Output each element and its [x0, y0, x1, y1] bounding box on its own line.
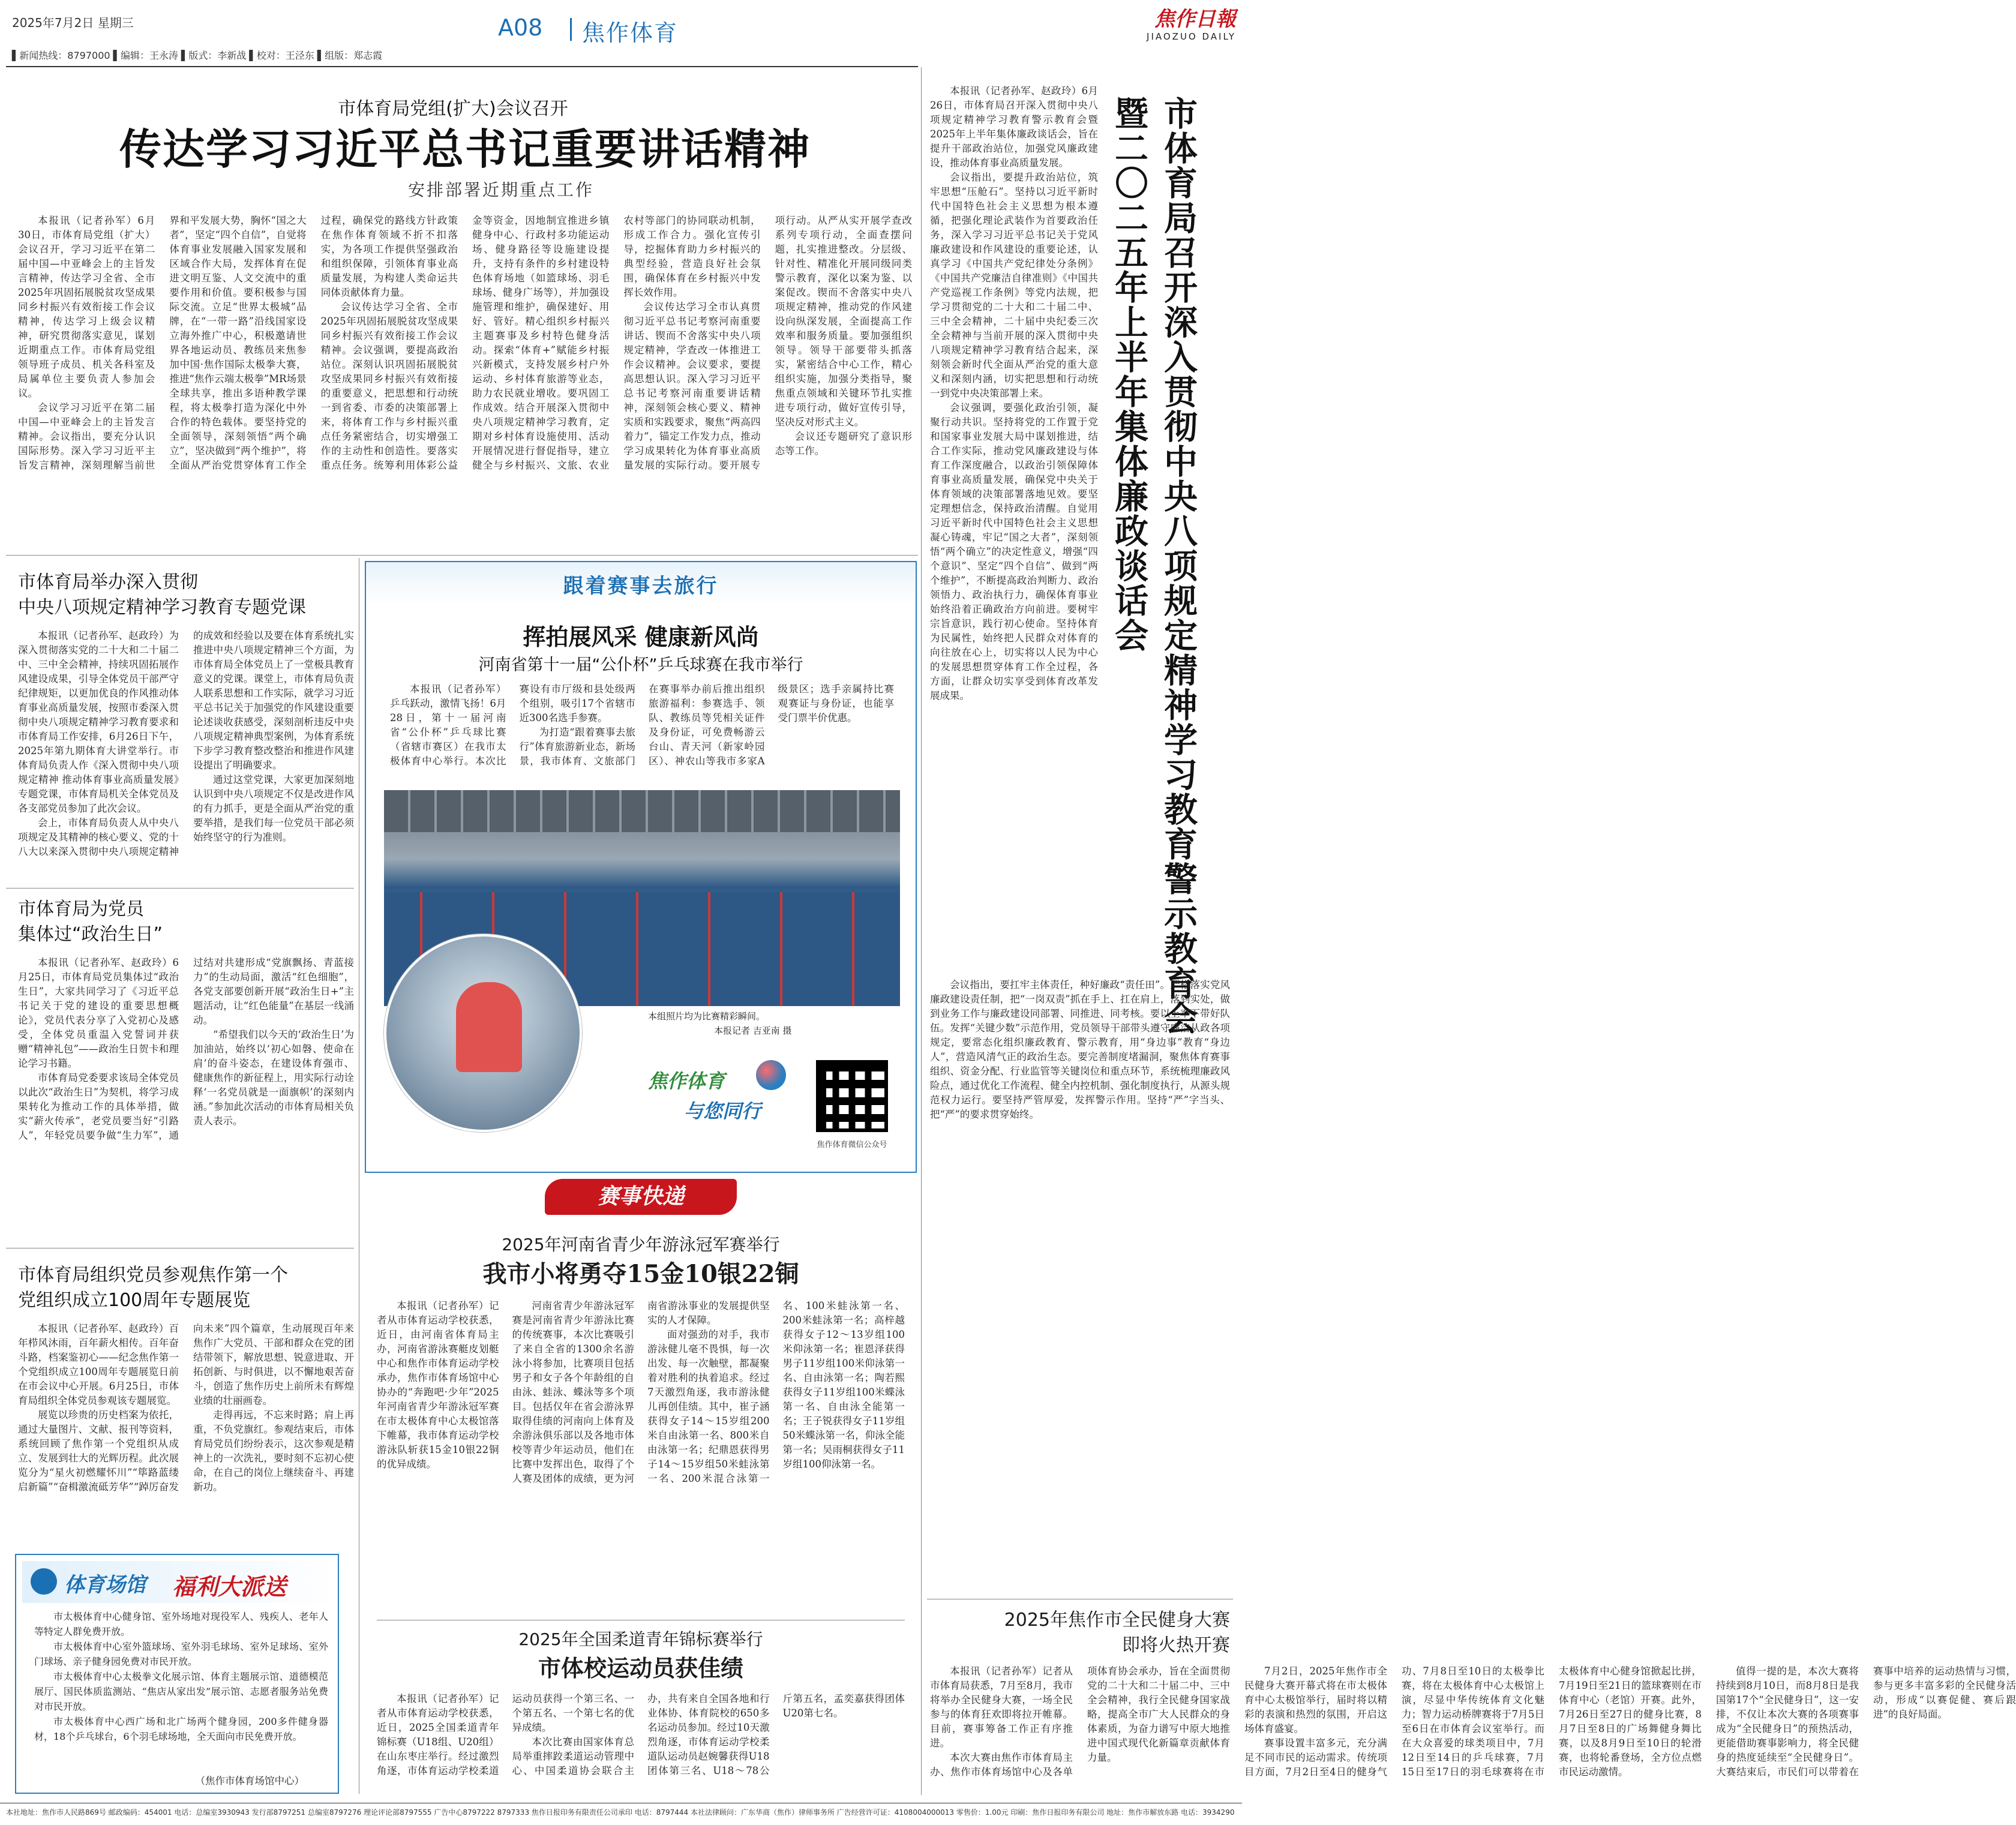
quick-story2-para-1: 本报讯（记者孙军）记者从市体育运动学校获悉，近日，2025全国柔道青年锦标赛（U18组、U20组）在山东枣庄举行。经过激烈角逐，市体育运动学校柔道运动员获得一个第三名、一个第五名、一个第七名的优异成绩。 — [377, 1693, 634, 1776]
page-footer: 本社地址：焦作市人民路869号 邮政编码：454001 电话：总编室3930943 发行部8797251 总编室8797276 理论评论部8797555 广告中心8797222 8797333 焦作日报印务有限责任公司承印 电话：8797444 本社法律顾问：广东华商（焦作）律师事务所 广告经营许可证：4108004000013 零售价：1.00元 印刷：焦作日报印务有限公司 地址：焦作市解放东路 电话：3934290 — [6, 1808, 1235, 1817]
travel-banner — [366, 562, 916, 604]
zhuanti-para-3: 通过这堂党课，大家更加深刻地认识到中央八项规定不仅是改进作风的有力抓手，更是全面从严治党的重要举措，是我们每一位党员干部必须始终坚守的行为准则。 — [193, 774, 354, 843]
travel-banner-text: 跟着赛事去旅行 — [563, 574, 719, 598]
promo-line-1: 焦作体育 — [648, 1070, 725, 1092]
photo-credit: 本报记者 吉亚南 摄 — [714, 1025, 792, 1036]
right-para-4: 会议指出，要扛牢主体责任，种好廉政“责任田”。严格落实党风廉政建设责任制，把“一岗双责”抓在手上、扛在肩上，落到实处，做到业务工作与廉政建设同部署、同推进、同考核。要以上率下带好队伍。发挥“关键少数”示范作用，党员领导干部带头遵守廉洁从政各项规定，要常态化组织廉政教育、警示教育，用“身边事”教育“身边人”，营造风清气正的政治生态。要完善制度堵漏洞，聚焦体育赛事组织、资金分配、行业监管等关键岗位和重点环节，系统梳理廉政风险点，通过优化工作流程、健全内控机制、强化制度执行，从源头规范权力运行。要坚持严管厚爱，发挥警示作用。坚持“严”字当头、把“严”的要求贯穿始终。 — [930, 979, 1230, 1120]
fitness-para-1: 本报讯（记者孙军）记者从市体育局获悉，7月至8月，我市将举办全民健身大赛，一场全民参与的体育狂欢即将拉开帷幕。目前，赛事筹备工作正有序推进。 — [930, 1665, 1073, 1749]
travel-body — [390, 682, 894, 790]
venue-welfare-box — [15, 1554, 339, 1794]
player-figure — [456, 982, 522, 1072]
lead-subtitle: 安排部署近期重点工作 — [407, 180, 594, 200]
lead-para-4: 会议传达学习全市认真贯彻习近平总书记考察河南重要讲话、锲而不舍落实中央八项规定精神，学查改一体推进工作会议精神。会议要求，要提高思想认识。深入学习习近平总书记考察河南重要讲话精神，深刻领会核心要义、精神实质和实践要求，聚焦“两高四着力”，锚定工作发力点，推动学习成果转化为体育事业高质量发展的实际行动。要开展专项行动。从严从实开展学查改系列专项行动，全面查摆问题，扎实推进整改。分层级、针对性、精准化开展同级同类警示教育，深化以案为鉴、以案促改。锲而不舍落实中央八项规定精神，推动党的作风建设向纵深发展，全面提高工作效率和服务质量。要加强组织领导。领导干部要带头抓落实，紧密结合中心工作，精心组织实施，加强分类指导，聚焦重点领域和关键环节扎实推进专项行动，做好宣传引导，坚决反对形式主义。 — [623, 215, 912, 471]
shengri-body — [18, 956, 354, 1238]
quick-story1-para-3: 面对强劲的对手，我市游泳健儿毫不畏惧，每一次出发、每一次触壁，都凝聚着对胜利的执着追求。经过7天激烈角逐，我市游泳健儿再创佳绩。其中，崔子涵获得女子14～15岁组200米自由泳第一名、800米自由泳第一名；纪鼎恩获得男子14～15岁组50米蛙泳第一名、200米混合泳第一名、100米蛙泳第一名、200米蛙泳第一名；高梓越获得女子12～13岁组100米仰泳第一名；崔恩泽获得男子11岁组100米仰泳第一名、自由泳第一名；陶若熙获得女子11岁组100米蝶泳第一名、自由泳全能第一名；王子锐获得女子11岁组50米蝶泳第一名，仰泳全能第一名；吴雨桐获得女子11岁组100仰泳第一名。 — [647, 1300, 905, 1484]
staff-line: ▌新闻热线：8797000 ▌编辑：王永涛 ▌版式：李新战 ▌校对：王泾东 ▌组版：郑志霞 — [12, 50, 383, 61]
story-zhuanti — [18, 570, 354, 882]
fitness-para-3: 7月2日，2025年焦作市全民健身大赛开幕式将在市太极体育中心太极馆举行，届时将以精彩的表演和热烈的氛围，开启这场体育盛宴。 — [1244, 1665, 1387, 1734]
fitness-story — [930, 1608, 2016, 1800]
right-para-1: 本报讯（记者孙军、赵政玲）6月26日，市体育局召开深入贯彻中央八项规定精神学习教育警示教育会暨2025年上半年集体廉政谈话会，旨在提升干部政治站位，加强党风廉政建设，推动体育事业高质量发展。 — [930, 85, 1098, 169]
right-column-rule — [921, 67, 922, 1795]
section-name: 焦作体育 — [582, 20, 679, 46]
venue-list — [34, 1609, 328, 1771]
venue-item-4: 市太极体育中心西广场和北广场两个健身园，200多件健身器材，18个乒乓球台，6个羽毛球场地，全天面向市民免费开放。 — [34, 1716, 328, 1742]
ball-icon — [756, 1060, 786, 1090]
fitness-title-2: 即将火热开赛 — [1122, 1635, 1230, 1656]
venue-title-a: 体育场馆 — [64, 1573, 146, 1597]
venue-credit: （焦作市体育场馆中心） — [195, 1775, 304, 1787]
photo-caption-text: 本组照片均为比赛精彩瞬间。 — [648, 1011, 766, 1022]
fitness-para-2: 本次大赛由焦作市体育局主办、焦作市体育场馆中心及各单项体育协会承办，旨在全面贯彻党的二十大和二十届二中、三中全会精神，我行全民健身国家战略，提高全市广大人民群众的身体素质，为奋力谱写中原大地推进中国式现代化新篇章贡献体育力量。 — [930, 1665, 1230, 1778]
venue-badge-icon — [31, 1568, 57, 1595]
shengri-para-1: 本报讯（记者孙军、赵政玲）6月25日，市体育局党员集体过“政治生日”，大家共同学习了《习近平总书记关于党的建设的重要思想概论》，党员代表分享了入党初心及感受，全体党员重温入党誓词并获赠“精神礼包”——政治生日贺卡和理论学习书籍。 — [18, 957, 179, 1069]
quick-story1-para-2: 河南省青少年游泳冠军赛是河南省青少年游泳比赛的传统赛事，本次比赛吸引了来自全省的1300余名游泳小将参加，比赛项目包括男子和女子各个年龄组的自由泳、蛙泳、蝶泳等多个项目。包括仅年在省会游泳界取得佳绩的河南向上体育及余游泳俱乐部以及各地市体校等青少年运动员，他们在比赛中发挥出色，取得了个人赛及团体的成绩，更为河南省游泳事业的发展提供坚实的人才保障。 — [512, 1300, 770, 1484]
zhuanti-para-2: 会上，市体育局负责人从中央八项规定及其精神的核心要义、党的十八大以来深入贯彻中央八项规定精神的成效和经验以及要在体育系统扎实推进中央八项规定精神三个方面，为市体育局全体党员上了一堂极具教育意义的党课。课堂上，市体育局负责人联系思想和工作实际，就学习习近平总书记关于加强党的作风建设重要论述谈收获感受，深刻剖析违反中央八项规定精神典型案例，为体育系统下步学习教育整改整治和推进作风建设提出了明确要求。 — [18, 630, 354, 857]
fitness-body — [930, 1664, 2016, 1793]
brand-name: 焦作日報 — [1154, 7, 1236, 31]
travel-para-2: 为打造“跟着赛事去旅行”体育旅游新业态，新场景，我市体育、文旅部门在赛事举办前后推出组织旅游福利：参赛选手、领队、教练员等凭相关证件及身份证，可免费畅游云台山、青天河（新家岭园区）、神农山等我市多家A级景区；选手亲属持比赛观赛证与身份证，也能享受门票半价优惠。 — [519, 683, 894, 767]
zhanlan-para-3: 走得再远，不忘来时路；肩上再重，不负党旗红。参观结束后，市体育局党员们纷纷表示，这次参观是精神上的一次洗礼，要时刻不忘初心使命，在自己的岗位上继续奋斗、再建新功。 — [193, 1409, 354, 1493]
venue-item-2: 市太极体育中心室外篮球场、室外羽毛球场、室外足球场、室外门球场、亲子健身园免费对市民开放。 — [34, 1641, 328, 1667]
zhanlan-title-1: 市体育局组织党员参观焦作第一个 — [18, 1265, 288, 1286]
lead-para-5: 会议还专题研究了意识形态等工作。 — [775, 431, 912, 457]
quick-story2-title: 市体校运动员获佳绩 — [538, 1655, 743, 1682]
lead-story — [18, 96, 912, 546]
header-date: 2025年7月2日 星期三 — [12, 16, 134, 30]
brand-pinyin: JIAOZUO DAILY — [1147, 31, 1236, 42]
travel-title: 挥拍展风采 健康新风尚 — [523, 623, 759, 650]
right-story-headline: 市体育局召开深入贯彻中央八项规定精神学习教育警示教育会暨二〇二五年上半年集体廉政谈话会 — [1109, 96, 1198, 1035]
quick-story1-kicker: 2025年河南省青少年游泳冠军赛举行 — [502, 1235, 780, 1254]
zhuanti-para-1: 本报讯（记者孙军、赵政玲）为深入贯彻落实党的二十大和二十届二中、三中全会精神，持续巩固拓展作风建设成果，引导全体党员干部严守纪律规矩，以更加优良的作风推动体育事业高质量发展，按照市委深入贯彻中央八项规定精神学习教育要求和市体育局工作安排，6月26日下午，2025年第九期体育大讲堂举行。市体育局负责人作《深入贯彻中央八项规定精神 推动体育事业高质量发展》专题党课，市体育局机关全体党员及各支部党员参加了此次会议。 — [18, 630, 179, 814]
quick-story2-body — [377, 1692, 905, 1791]
travel-box — [365, 561, 917, 1173]
page-header — [0, 0, 1242, 61]
photo-caption — [624, 1009, 888, 1045]
shengri-title-1: 市体育局为党员 — [18, 899, 144, 920]
quick-news-box — [365, 1179, 917, 1794]
story-shengri — [18, 897, 354, 1239]
quick-news-tag-text: 赛事快递 — [597, 1184, 684, 1209]
zhanlan-para-2: 展览以珍贵的历史档案为依托，通过大量图片、文献、报刊等资料，系统回顾了焦作第一个党组织从成立、发展到壮大的光辉历程。此次展览分为“星火初燃耀怀川”“筚路蓝缕启新篇”“奋楫激流砥芳华”“踔厉奋发向未来”四个篇章，生动展现百年来焦作广大党员、干部和群众在党的团结带领下，解放思想、锐意进取、开拓创新、与时俱进，以不懈地艰苦奋斗，创造了焦作历史上前所未有辉煌业绩的壮丽画卷。 — [18, 1323, 354, 1493]
promo-panel — [636, 1054, 900, 1162]
shengri-para-3: “希望我们以今天的‘政治生日’为加油站，始终以‘初心如磐、使命在肩’的奋斗姿态，在建设体育强市、健康焦作的新征程上，用实际行动诠释‘一名党员就是一面旗帜’的深刻内涵。”参加此次活动的市体育局相关负责人表示。 — [193, 1029, 354, 1127]
zhanlan-title-2: 党组织成立100周年专题展览 — [18, 1290, 251, 1311]
page-number: A08 — [498, 14, 543, 41]
fitness-para-4: 赛事设置丰富多元，充分满足不同市民的运动需求。传统项目方面，7月2日至4日的健身气功、7月8日至10日的太极拳比赛，将在太极体育中心太极馆上演，尽显中华传统体育文化魅力；智力运动桥牌赛将于7月5日至6日在市体育会议室举行。而在大众喜爱的球类项目中，7月12日至14日的乒乓球赛，7月15日至17日的羽毛球赛将在市太极体育中心健身馆掀起比拼，7月19日至21日的篮球赛则在市体育中心（老馆）开赛。此外，7月26日至27日的健身比赛，8月7日至8日的广场舞健身舞比赛，以及8月9日至10日的轮滑赛，也将轮番登场，全方位点燃市民运动激情。 — [1244, 1665, 1702, 1778]
right-para-2: 会议指出，要提升政治站位，筑牢思想“压舱石”。坚持以习近平新时代中国特色社会主义思想为根本遵循，把强化理论武装作为首要政治任务，深入学习习近平总书记关于党风廉政建设和作风建设的重要论述，认真学习《中国共产党纪律处分条例》《中国共产党廉洁自律准则》《中国共产党巡视工作条例》等党内法规，把学习贯彻党的二十大和二十届二中、三中全会精神，二十届中央纪委三次全会精神与当前开展的深入贯彻中央八项规定精神学习教育结合起来，深刻领会新时代全面从严治党的重大意义和深刻内涵，切实把思想和行动统一到党中央决策部署上来。 — [930, 172, 1098, 399]
zhanlan-body — [18, 1322, 354, 1544]
photo-hall-lights — [384, 790, 900, 832]
travel-para-1: 本报讯（记者孙军）乒乓跃动，激情飞扬！6月28日，第十一届河南省“公仆杯”乒乓球比赛（省辖市赛区）在我市太极体育中心举行。本次比赛设有市厅级和县处级两个组别，吸引17个省辖市近300名选手参赛。 — [390, 683, 635, 767]
lead-para-3: 会议传达学习全省、全市2025年巩固拓展脱贫攻坚成果同乡村振兴有效衔接工作会议精神。会议强调，要提高政治站位。深刻认识巩固拓展脱贫攻坚成果同乡村振兴有效衔接的重要意义，把思想和行动统一到省委、市委的决策部署上来，将体育工作与乡村振兴重点任务紧密结合，切实增强工作的主动性和创造性。要落实重点任务。统筹利用体彩公益金等资金，因地制宜推进乡镇健身中心、行政村多功能运动场、健身路径等设施建设提升，支持有条件的乡村建设特色体育场地（如篮球场、羽毛球场、健身广场等），并加强设施管理和维护，确保建好、用好、管好。精心组织乡村振兴主题赛事及乡村特色健身活动。探索“体育+”赋能乡村振兴新模式，支持发展乡村户外运动、乡村体育旅游等业态，助力农民就业增收。要巩固工作成效。结合开展深入贯彻中央八项规定精神学习教育，定期对乡村体育设施使用、活动开展情况进行督促指导，建立健全与乡村振兴、文旅、农业农村等部门的协同联动机制，形成工作合力。强化宣传引导，挖掘体育助力乡村振兴的典型经验，营造良好社会氛围，确保体育在乡村振兴中发挥长效作用。 — [320, 215, 761, 471]
promo-line-2: 与您同行 — [684, 1100, 761, 1122]
header-rule — [6, 66, 918, 67]
venue-header — [22, 1561, 334, 1603]
qr-code-icon[interactable] — [816, 1060, 888, 1132]
right-story-body-wide — [930, 978, 1230, 1596]
right-story-title — [1104, 96, 1233, 1056]
zhuanti-title-2: 中央八项规定精神学习教育专题党课 — [18, 597, 306, 618]
zhuanti-rule — [6, 888, 354, 889]
lead-kicker: 市体育局党组(扩大)会议召开 — [338, 98, 568, 119]
lead-para-1: 本报讯（记者孙军）6月30日，市体育局党组（扩大）会议召开，学习习近平在第二届中国—中亚峰会上的主旨发言精神，传达学习全省、全市2025年巩固拓展脱贫攻坚成果同乡村振兴有效衔接工作会议精神，传达学习上级会议精神，研究贯彻落实意见，谋划近期重点工作。市体育局党组领导班子成员、机关各科室及局属单位主要负责人参加会议。 — [18, 215, 155, 399]
shengri-title-2: 集体过“政治生日” — [18, 924, 163, 945]
story-zhanlan — [18, 1263, 354, 1545]
venue-item-3: 市太极体育中心太极拳文化展示馆、体育主题展示馆、道德模范展厅、国民体质监测站、“焦店从家出发”展示馆、志愿者服务站免费对市民开放。 — [34, 1671, 328, 1712]
qr-label: 焦作体育微信公众号 — [817, 1140, 887, 1149]
quick-news-tag — [545, 1179, 737, 1215]
quick-story2-para-2: 本次比赛由国家体育总局举重摔跤柔道运动管理中心、中国柔道协会联合主办，共有来自全国各地和行业体协、体育院校的650多名运动员参加。经过10天激烈角逐，市体育运动学校柔道队运动员赵婉馨获得U18团体第三名、U18～78公斤第五名，孟奕嘉获得团体U20第七名。 — [512, 1693, 905, 1776]
travel-subtitle: 河南省第十一届“公仆杯”乒乓球赛在我市举行 — [478, 656, 803, 674]
right-story-body — [930, 84, 1098, 1032]
lead-body — [18, 214, 912, 526]
header-page-badge — [480, 12, 810, 46]
quick-story1-para-1: 本报讯（记者孙军）记者从市体育运动学校获悉，近日，由河南省体育局主办，河南省游泳赛艇皮划艇中心和焦作市体育运动学校承办，焦作市体育场馆中心协办的“奔跑吧·少年”2025年河南省青少年游泳冠军赛在市太极体育中心太极馆落下帷幕，我市体育运动学校游泳队斩获15金10银22铜的优异成绩。 — [377, 1300, 499, 1470]
newspaper-logo — [1110, 7, 1236, 49]
header-divider — [570, 18, 572, 41]
quick-story1-body — [377, 1299, 905, 1614]
quick-story2-kicker: 2025年全国柔道青年锦标赛举行 — [518, 1629, 763, 1649]
zhuanti-title-1: 市体育局举办深入贯彻 — [18, 572, 198, 593]
venue-title-b: 福利大派送 — [172, 1574, 287, 1600]
fitness-para-5: 值得一提的是，本次大赛将持续到8月10日，而8月8日是我国第17个“全民健身日”，这一安排，不仅让本次大赛的各项赛事成为“全民健身日”的预热活动，更能借助赛事影响力，将全民健身的热度延续至“全民健身日”。大赛结束后，市民们可以带着在赛事中培养的运动热情与习惯，参与更多丰富多彩的全民健身活动，形成“以赛促健、赛后跟进”的良好局面。 — [1716, 1665, 2016, 1778]
lead-title: 传达学习习近平总书记重要讲话精神 — [119, 124, 811, 174]
zhuanti-body — [18, 629, 354, 881]
fitness-title-1: 2025年焦作市全民健身大赛 — [1004, 1610, 1230, 1631]
venue-item-1: 市太极体育中心健身馆、室外场地对现役军人、残疾人、老年人等特定人群免费开放。 — [34, 1611, 328, 1637]
shengri-para-2: 市体育局党委要求该局全体党员以此次“政治生日”为契机，将学习成果转化为推动工作的具体举措，做实“薪火传承”，老党员要当好“引路人”，年轻党员要争做“生力军”，通过结对共建形成“党旗飘扬、青蓝接力”的生动局面，激活“红色细胞”，各党支部要创新开展“政治生日+”主题活动，让“红色能量”在基层一线涌动。 — [18, 957, 354, 1141]
zhanlan-para-1: 本报讯（记者孙军、赵政玲）百年栉风沐雨，百年薪火相传。百年奋斗路，档案鉴初心——纪念焦作第一个党组织成立100周年专题展览日前在市会议中心开展。6月25日，市体育局组织全体党员参观该专题展览。 — [18, 1323, 179, 1406]
lead-para-2: 会议学习习近平在第二届中国—中亚峰会上的主旨发言精神。会议指出，要充分认识国际形势。深入学习习近平主旨发言精神，深刻理解当前世界和平发展大势，胸怀“国之大者”，坚定“四个自信”，自觉将体育事业发展融入国家发展和区域合作大局，发挥体育在促进文明互鉴、人文交流中的重要作用和价值。要积极参与国际交流。立足“世界太极城”品牌，在“一带一路”沿线国家设立海外推广中心，积极邀请世界各地运动员、教练员来焦参加中国·焦作国际太极拳大赛，推进“焦作云端太极拳”MR场景全球共享，推出多语种教学课程，将太极拳打造为深化中外合作的特色载体。要坚持党的全面领导，深刻领悟“两个确立”，坚决做到“两个维护”，将全面从严治党贯穿体育工作全过程，确保党的路线方针政策在焦作体育领域不折不扣落实，为各项工作提供坚强政治和组织保障，引领体育事业高质量发展，为构建人类命运共同体贡献体育力量。 — [18, 215, 458, 471]
quick-story1-title: 我市小将勇夺15金10银22铜 — [482, 1260, 799, 1288]
lead-bottom-rule — [6, 555, 918, 556]
right-para-3: 会议强调，要强化政治引领，凝聚行动共识。坚持将党的工作置于党和国家事业发展大局中谋划推进，结合工作实际，推动党风廉政建设与体育工作深度融合，以政治引领保障体育事业高质量发展，确保党中央关于体育领域的决策部署落地见效。要坚定理想信念，保持政治清醒。自觉用习近平新时代中国特色社会主义思想凝心铸魂，牢记“国之大者”，深刻领悟“两个确立”的决定性意义，增强“四个意识”、坚定“四个自信”、做到“两个维护”，不断提高政治判断力、政治领悟力、政治执行力，确保体育事业始终沿着正确政治方向前进。要树牢宗旨意识，践行初心使命。坚持体育为民属性，始终把人民群众对体育的向往放在心上，切实将以人民为中心的发展思想贯穿体育工作全过程，各方面，让群众切实享受到体育改革发展成果。 — [930, 402, 1098, 701]
